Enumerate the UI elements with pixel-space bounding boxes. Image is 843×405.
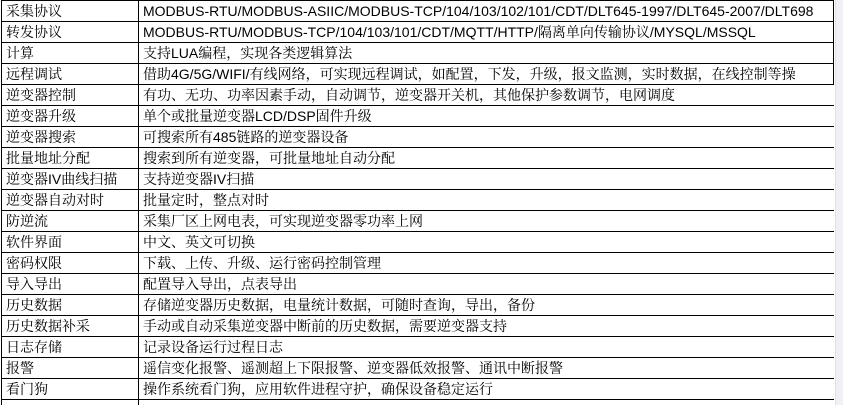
table-row: [2, 148, 834, 169]
table-row: [2, 316, 834, 337]
feature-name-cell[interactable]: 密码权限: [2, 253, 139, 274]
feature-name-cell[interactable]: 批量地址分配: [2, 148, 139, 169]
table-row: [2, 85, 834, 106]
table-row: [2, 106, 834, 127]
feature-desc-cell[interactable]: 单个或批量逆变器LCD/DSP固件升级: [139, 106, 834, 127]
table-row: [2, 169, 834, 190]
feature-name-cell[interactable]: 逆变器升级: [2, 106, 139, 127]
table-row: [2, 253, 834, 274]
table-row: [2, 127, 834, 148]
feature-name-cell[interactable]: 逆变器搜索: [2, 127, 139, 148]
feature-desc-cell[interactable]: 有功、无功、功率因素手动，自动调节，逆变器开关机，其他保护参数调节，电网调度: [139, 85, 834, 106]
feature-name-cell[interactable]: [2, 400, 139, 405]
feature-desc-cell[interactable]: 采集厂区上网电表，可实现逆变器零功率上网: [139, 211, 834, 232]
feature-desc-cell[interactable]: 配置导入导出，点表导出: [139, 274, 834, 295]
table-row: [2, 337, 834, 358]
feature-name-cell[interactable]: 转发协议: [2, 22, 139, 43]
feature-name-cell[interactable]: 历史数据: [2, 295, 139, 316]
table-row: [2, 43, 834, 64]
feature-name-cell[interactable]: 逆变器控制: [2, 85, 139, 106]
feature-desc-cell[interactable]: 借助4G/5G/WIFI/有线网络，可实现远程调试，如配置，下发，升级，报文监测，实时数据，在线控制等操: [139, 64, 834, 85]
feature-desc-cell[interactable]: 批量定时，整点对时: [139, 190, 834, 211]
feature-desc-cell[interactable]: 支持逆变器IV扫描: [139, 169, 834, 190]
outside-table-area: [835, 0, 843, 405]
feature-name-cell[interactable]: 软件界面: [2, 232, 139, 253]
table-row: [2, 22, 834, 43]
feature-desc-cell[interactable]: 遥信变化报警、遥测超上下限报警、逆变器低效报警、通讯中断报警: [139, 358, 834, 379]
feature-name-cell[interactable]: 逆变器自动对时: [2, 190, 139, 211]
feature-name-cell[interactable]: 导入导出: [2, 274, 139, 295]
feature-name-cell[interactable]: 报警: [2, 358, 139, 379]
feature-name-cell[interactable]: 日志存储: [2, 337, 139, 358]
table-row: [2, 379, 834, 400]
table-row: [2, 232, 834, 253]
feature-desc-cell[interactable]: 中文、英文可切换: [139, 232, 834, 253]
table-row: [2, 358, 834, 379]
feature-name-cell[interactable]: 历史数据补采: [2, 316, 139, 337]
table-row: [2, 295, 834, 316]
feature-desc-cell[interactable]: 可搜索所有485链路的逆变器设备: [139, 127, 834, 148]
feature-desc-cell[interactable]: 存储逆变器历史数据，电量统计数据，可随时查询，导出，备份: [139, 295, 834, 316]
feature-name-cell[interactable]: 看门狗: [2, 379, 139, 400]
feature-desc-cell[interactable]: 搜索到所有逆变器，可批量地址自动分配: [139, 148, 834, 169]
feature-desc-cell[interactable]: 支持LUA编程，实现各类逻辑算法: [139, 43, 834, 64]
feature-name-cell[interactable]: 防逆流: [2, 211, 139, 232]
feature-desc-cell[interactable]: 记录设备运行过程日志: [139, 337, 834, 358]
table-row: [2, 64, 834, 85]
table-row: [2, 1, 834, 22]
feature-table-body: [2, 1, 834, 405]
feature-name-cell[interactable]: 计算: [2, 43, 139, 64]
feature-desc-cell[interactable]: 手动或自动采集逆变器中断前的历史数据，需要逆变器支持: [139, 316, 834, 337]
feature-desc-cell[interactable]: 下载、上传、升级、运行密码控制管理: [139, 253, 834, 274]
table-row: [2, 400, 834, 405]
feature-name-cell[interactable]: 采集协议: [2, 1, 139, 22]
feature-desc-cell[interactable]: 操作系统看门狗，应用软件进程守护，确保设备稳定运行: [139, 379, 834, 400]
feature-desc-cell[interactable]: MODBUS-RTU/MODBUS-ASIIC/MODBUS-TCP/104/103/102/101/CDT/DLT645-1997/DLT645-2007/DLT698: [139, 1, 834, 22]
feature-name-cell[interactable]: 远程调试: [2, 64, 139, 85]
feature-name-cell[interactable]: 逆变器IV曲线扫描: [2, 169, 139, 190]
feature-table: [1, 0, 834, 405]
feature-desc-cell[interactable]: MODBUS-RTU/MODBUS-TCP/104/103/101/CDT/MQTT/HTTP/隔离单向传输协议/MYSQL/MSSQL: [139, 22, 834, 43]
table-row: [2, 274, 834, 295]
table-row: [2, 190, 834, 211]
feature-desc-cell[interactable]: [139, 400, 834, 405]
table-row: [2, 211, 834, 232]
